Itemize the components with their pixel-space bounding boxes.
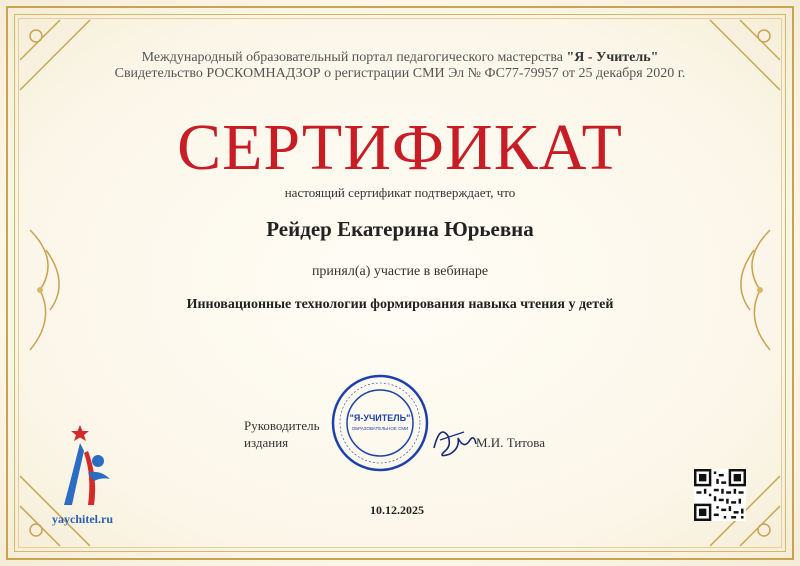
header-line-2: Свидетельство РОСКОМНАДЗОР о регистрации СМИ Эл № ФС77-79957 от 25 декабря 2020 г.	[114, 66, 686, 81]
issue-date: 10.12.2025	[370, 503, 424, 517]
certificate-subtitle: настоящий сертификат подтверждает, что	[284, 185, 516, 200]
publisher-header	[0, 50, 800, 82]
header-portal-text: Международный образовательный портал педагогического мастерства	[141, 50, 567, 65]
certificate-title: СЕРТИФИКАТ	[177, 111, 623, 184]
participation-text: принял(а) участие в вебинаре	[311, 264, 489, 279]
signer-role-line-2: издания	[244, 435, 289, 450]
header-brand: "Я - Учитель"	[566, 50, 659, 65]
seal-stamp	[330, 373, 430, 473]
signer-role-line-1: Руководитель	[244, 418, 320, 433]
site-link[interactable]: yaychitel.ru	[52, 512, 113, 526]
stamp-center-text: "Я-УЧИТЕЛЬ"	[349, 413, 411, 423]
header-line-1	[0, 50, 800, 66]
stamp-center-sub: ОБРАЗОВАТЕЛЬНОЕ СМИ	[351, 426, 409, 431]
recipient-name: Рейдер Екатерина Юрьевна	[266, 217, 534, 241]
webinar-topic: Инновационные технологии формирования навыка чтения у детей	[186, 297, 614, 312]
qr-code-icon	[694, 469, 746, 521]
signer-name: М.И. Титова	[476, 435, 546, 450]
star-person-logo	[58, 425, 122, 509]
handwritten-signature	[430, 418, 480, 464]
signer-role	[244, 417, 320, 451]
